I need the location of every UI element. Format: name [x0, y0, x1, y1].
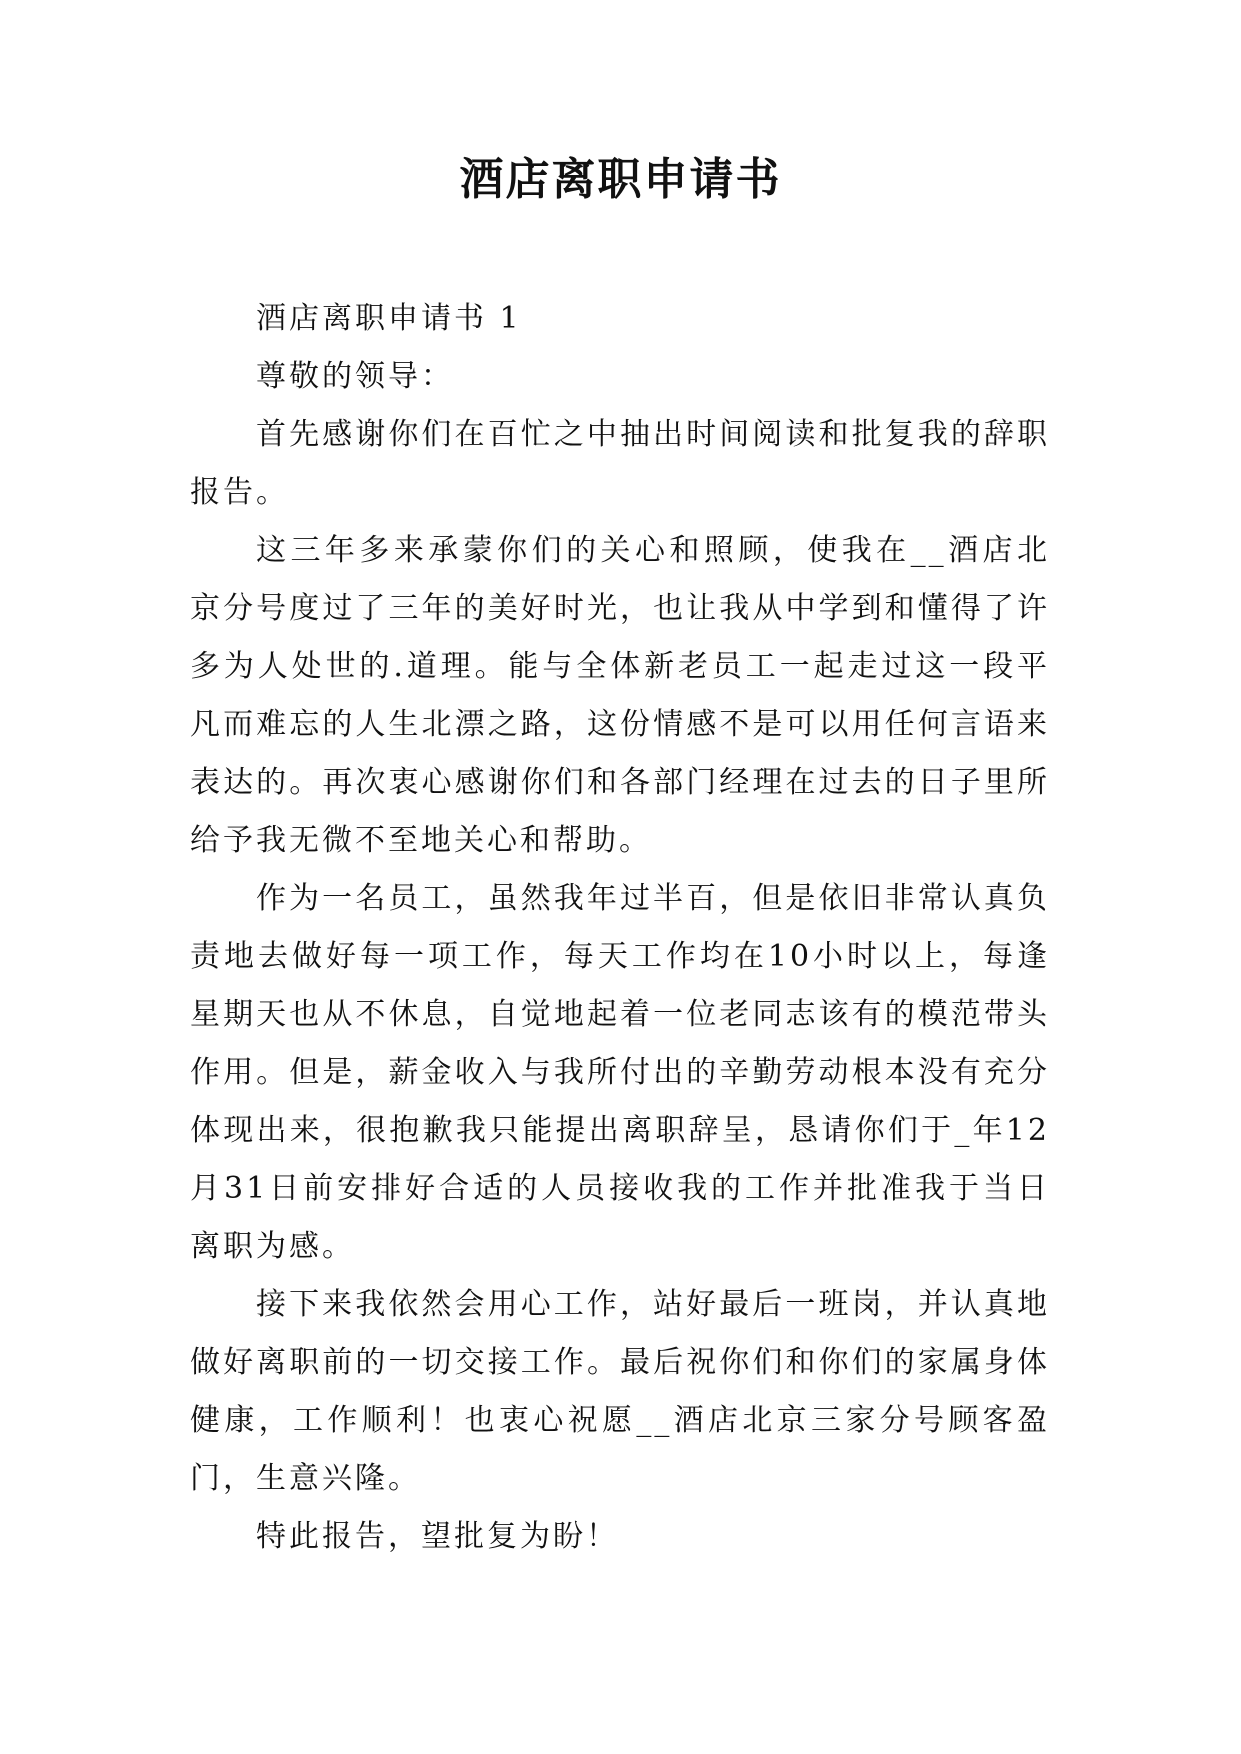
document-body	[190, 290, 1050, 1566]
paragraph-experience: 这三年多来承蒙你们的关心和照顾，使我在__酒店北京分号度过了三年的美好时光，也让我从中学到和懂得了许多为人处世的.道理。能与全体新老员工一起走过这一段平凡而难忘的人生北漂之路，这份情感不是可以用任何言语来表达的。再次衷心感谢你们和各部门经理在过去的日子里所给予我无微不至地关心和帮助。	[190, 533, 1050, 858]
document-subtitle: 酒店离职申请书 1	[256, 301, 522, 336]
document-title: 酒店离职申请书	[459, 154, 782, 205]
paragraph-reason: 作为一名员工，虽然我年过半百，但是依旧非常认真负责地去做好每一项工作，每天工作均在10小时以上，每逢星期天也从不休息，自觉地起着一位老同志该有的模范带头作用。但是，薪金收入与我所付出的辛勤劳动根本没有充分体现出来，很抱歉我只能提出离职辞呈，恳请你们于_年12月31日前安排好合适的人员接收我的工作并批准我于当日离职为感。	[190, 881, 1050, 1264]
paragraph-handover: 接下来我依然会用心工作，站好最后一班岗，并认真地做好离职前的一切交接工作。最后祝你们和你们的家属身体健康，工作顺利！也衷心祝愿__酒店北京三家分号顾客盈门，生意兴隆。	[190, 1287, 1050, 1496]
salutation: 尊敬的领导：	[256, 359, 454, 394]
paragraph-gratitude: 首先感谢你们在百忙之中抽出时间阅读和批复我的辞职报告。	[190, 417, 1050, 510]
closing-line: 特此报告，望批复为盼！	[256, 1519, 619, 1554]
